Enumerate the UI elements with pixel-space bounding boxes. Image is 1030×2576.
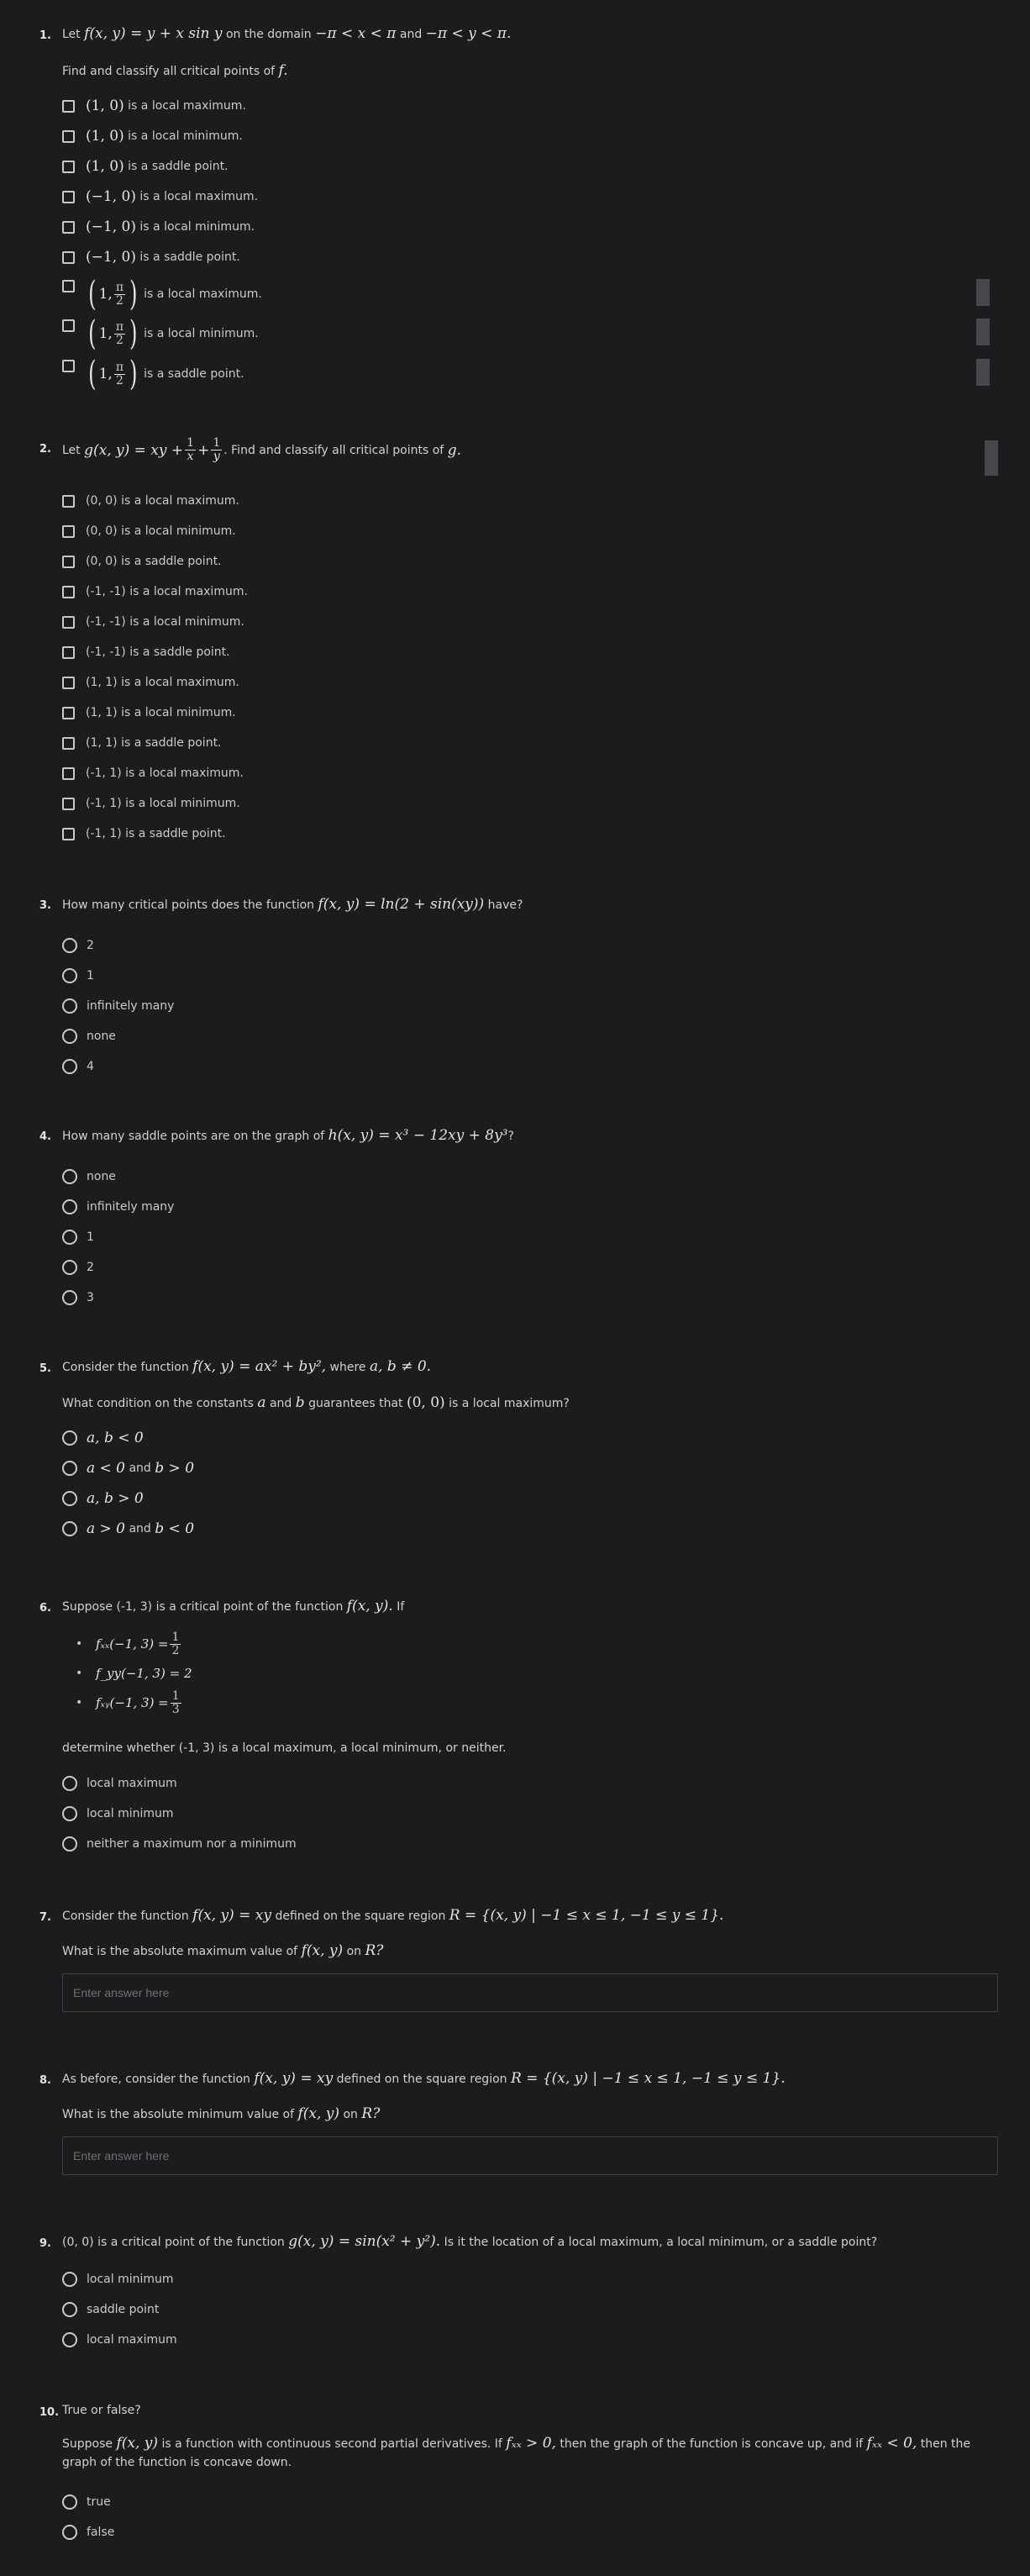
radio-button[interactable] — [62, 1836, 77, 1852]
option-checkbox[interactable]: (1, 0) is a local maximum. — [62, 97, 246, 115]
option-radio[interactable]: none — [62, 1167, 116, 1186]
option-radio[interactable]: local maximum — [62, 2331, 177, 2349]
checkbox[interactable] — [62, 495, 75, 508]
question-stem: Let f(x, y) = y + x sin y on the domain −π < x < π and −π < y < π. — [62, 25, 512, 42]
question-stem: How many critical points does the function f(x, y) = ln(2 + sin(xy)) have? — [62, 896, 523, 913]
answer-input[interactable] — [63, 2137, 997, 2174]
question-stem: How many saddle points are on the graph of h(x, y) = x³ − 12xy + 8y³? — [62, 1127, 514, 1144]
question-number: 8. — [39, 2074, 51, 2087]
checkbox[interactable] — [62, 556, 75, 568]
radio-button[interactable] — [62, 1290, 77, 1305]
question-prompt: What is the absolute minimum value of f(x, y) on R? — [62, 2105, 381, 2122]
checkbox[interactable] — [62, 130, 75, 143]
option-checkbox[interactable]: ( 1, $\frac{\pi}{2}$ ) is a local maximum. — [62, 277, 262, 308]
question-number: 7. — [39, 1911, 51, 1924]
radio-button[interactable] — [62, 1260, 77, 1275]
checkbox[interactable] — [62, 586, 75, 598]
option-radio[interactable]: 2 — [62, 1258, 94, 1277]
option-checkbox[interactable]: (1, 1) is a saddle point. — [62, 734, 222, 752]
question-number: 5. — [39, 1362, 51, 1375]
checkbox[interactable] — [62, 828, 75, 840]
option-checkbox[interactable]: (-1, -1) is a saddle point. — [62, 643, 230, 661]
option-checkbox[interactable]: (1, 1) is a local maximum. — [62, 673, 239, 692]
option-checkbox[interactable]: (0, 0) is a local minimum. — [62, 522, 236, 540]
radio-button[interactable] — [62, 938, 77, 953]
radio-button[interactable] — [62, 968, 77, 983]
option-checkbox[interactable]: (−1, 0) is a saddle point. — [62, 248, 240, 266]
option-checkbox[interactable]: ( 1, $\frac{\pi}{2}$ ) is a local minimum. — [62, 317, 259, 347]
radio-button[interactable] — [62, 1491, 77, 1506]
question-body: Suppose f(x, y) is a function with continuous second partial derivatives. If fₓₓ > 0, then the graph of the function is concave up, and if fₓₓ < 0, then the graph of the function is concave down. — [62, 2435, 971, 2469]
list-item: • fₓₓ(−1, 3) = $\frac{1}{2}$ — [76, 1627, 192, 1661]
option-checkbox[interactable]: (0, 0) is a local maximum. — [62, 492, 239, 510]
radio-button[interactable] — [62, 1059, 77, 1074]
option-radio[interactable]: a, b < 0 — [62, 1429, 144, 1447]
question-stem: Let g(x, y) = xy + $\frac{1}{x}$ + $\frac{1}{y}$ . Find and classify all critical points of g. — [62, 436, 461, 463]
checkbox[interactable] — [62, 677, 75, 689]
option-checkbox[interactable]: (1, 1) is a local minimum. — [62, 703, 236, 722]
option-checkbox[interactable]: (-1, 1) is a saddle point. — [62, 824, 226, 843]
option-radio[interactable]: neither a maximum nor a minimum — [62, 1835, 297, 1853]
question-stem: As before, consider the function f(x, y) = xy defined on the square region R = {(x, y) | −1 ≤ x ≤ 1, −1 ≤ y ≤ 1}. — [62, 2070, 786, 2087]
checkbox[interactable] — [62, 161, 75, 173]
option-radio[interactable]: local maximum — [62, 1774, 177, 1793]
scroll-marker[interactable] — [976, 279, 990, 306]
option-radio[interactable]: 1 — [62, 1228, 94, 1246]
radio-button[interactable] — [62, 2332, 77, 2347]
option-radio[interactable]: a < 0 and b > 0 — [62, 1459, 194, 1478]
option-radio[interactable]: 3 — [62, 1288, 94, 1307]
condition-list — [76, 1627, 192, 1720]
question-stem: Consider the function f(x, y) = ax² + by², where a, b ≠ 0. — [62, 1358, 432, 1375]
question-number: 10. — [39, 2406, 60, 2419]
option-checkbox[interactable]: (-1, -1) is a local minimum. — [62, 613, 244, 631]
option-checkbox[interactable]: (0, 0) is a saddle point. — [62, 552, 222, 571]
radio-button[interactable] — [62, 2302, 77, 2317]
list-item: • f_yy(−1, 3) = 2 — [76, 1661, 192, 1686]
checkbox[interactable] — [62, 798, 75, 810]
option-radio[interactable]: saddle point — [62, 2300, 159, 2319]
option-checkbox[interactable]: (1, 0) is a local minimum. — [62, 127, 243, 145]
checkbox[interactable] — [62, 319, 75, 332]
checkbox[interactable] — [62, 221, 75, 234]
checkbox[interactable] — [62, 646, 75, 659]
answer-input[interactable] — [63, 1974, 997, 2011]
answer-input-box[interactable] — [62, 2136, 998, 2175]
checkbox[interactable] — [62, 360, 75, 372]
radio-button[interactable] — [62, 1029, 77, 1044]
checkbox[interactable] — [62, 280, 75, 292]
question-prompt: determine whether (-1, 3) is a local maximum, a local minimum, or neither. — [62, 1741, 507, 1755]
question-stem: (0, 0) is a critical point of the function g(x, y) = sin(x² + y²). Is it the location of a local maximum, a local minimum, or a saddle point? — [62, 2233, 878, 2250]
option-radio[interactable]: 1 — [62, 967, 94, 985]
question-prompt: Find and classify all critical points of f. — [62, 62, 288, 79]
question-stem: Consider the function f(x, y) = xy defined on the square region R = {(x, y) | −1 ≤ x ≤ 1, −1 ≤ y ≤ 1}. — [62, 1907, 724, 1924]
checkbox[interactable] — [62, 100, 75, 113]
radio-button[interactable] — [62, 1806, 77, 1821]
scroll-marker[interactable] — [976, 319, 990, 345]
option-checkbox[interactable]: ( 1, $\frac{\pi}{2}$ ) is a saddle point. — [62, 357, 244, 387]
option-checkbox[interactable]: (-1, -1) is a local maximum. — [62, 582, 248, 601]
radio-button[interactable] — [62, 2494, 77, 2510]
radio-button[interactable] — [62, 1169, 77, 1184]
option-radio[interactable]: a > 0 and b < 0 — [62, 1520, 194, 1538]
option-radio[interactable]: a, b > 0 — [62, 1489, 144, 1508]
question-number: 3. — [39, 899, 51, 912]
option-radio[interactable]: 2 — [62, 936, 94, 955]
checkbox[interactable] — [62, 767, 75, 780]
checkbox[interactable] — [62, 191, 75, 203]
radio-button[interactable] — [62, 1430, 77, 1446]
option-checkbox[interactable]: (-1, 1) is a local maximum. — [62, 764, 244, 782]
radio-button[interactable] — [62, 1230, 77, 1245]
radio-button[interactable] — [62, 1521, 77, 1536]
radio-button[interactable] — [62, 1776, 77, 1791]
option-radio[interactable]: local minimum — [62, 2270, 174, 2289]
scroll-marker[interactable] — [985, 440, 998, 476]
question-stem: Suppose (-1, 3) is a critical point of the function f(x, y). If — [62, 1598, 405, 1615]
question-prompt: What is the absolute maximum value of f(x, y) on R? — [62, 1942, 384, 1959]
option-checkbox[interactable]: (−1, 0) is a local maximum. — [62, 187, 258, 206]
checkbox[interactable] — [62, 616, 75, 629]
checkbox[interactable] — [62, 251, 75, 264]
radio-button[interactable] — [62, 2272, 77, 2287]
question-number: 4. — [39, 1130, 51, 1143]
option-checkbox[interactable]: (−1, 0) is a local minimum. — [62, 218, 255, 236]
option-radio[interactable]: 4 — [62, 1057, 94, 1076]
checkbox[interactable] — [62, 525, 75, 538]
question-number: 6. — [39, 1602, 51, 1615]
radio-button[interactable] — [62, 1199, 77, 1214]
radio-button[interactable] — [62, 1461, 77, 1476]
answer-input-box[interactable] — [62, 1973, 998, 2012]
option-radio[interactable]: local minimum — [62, 1804, 174, 1823]
option-radio[interactable]: true — [62, 2493, 111, 2511]
option-radio[interactable]: none — [62, 1027, 116, 1046]
checkbox[interactable] — [62, 707, 75, 719]
question-number: 2. — [39, 443, 51, 456]
question-number: 9. — [39, 2237, 51, 2250]
option-checkbox[interactable]: (-1, 1) is a local minimum. — [62, 794, 240, 813]
option-checkbox[interactable]: (1, 0) is a saddle point. — [62, 157, 229, 176]
radio-button[interactable] — [62, 2525, 77, 2540]
list-item: • fₓᵧ(−1, 3) = $\frac{1}{3}$ — [76, 1686, 192, 1720]
option-radio[interactable]: infinitely many — [62, 1198, 174, 1216]
question-stem: True or false? — [62, 2404, 141, 2417]
scroll-marker[interactable] — [976, 359, 990, 386]
option-radio[interactable]: false — [62, 2523, 114, 2542]
question-number: 1. — [39, 29, 51, 42]
question-prompt: What condition on the constants a and b guarantees that (0, 0) is a local maximum? — [62, 1394, 570, 1411]
option-radio[interactable]: infinitely many — [62, 997, 174, 1015]
radio-button[interactable] — [62, 998, 77, 1014]
checkbox[interactable] — [62, 737, 75, 750]
